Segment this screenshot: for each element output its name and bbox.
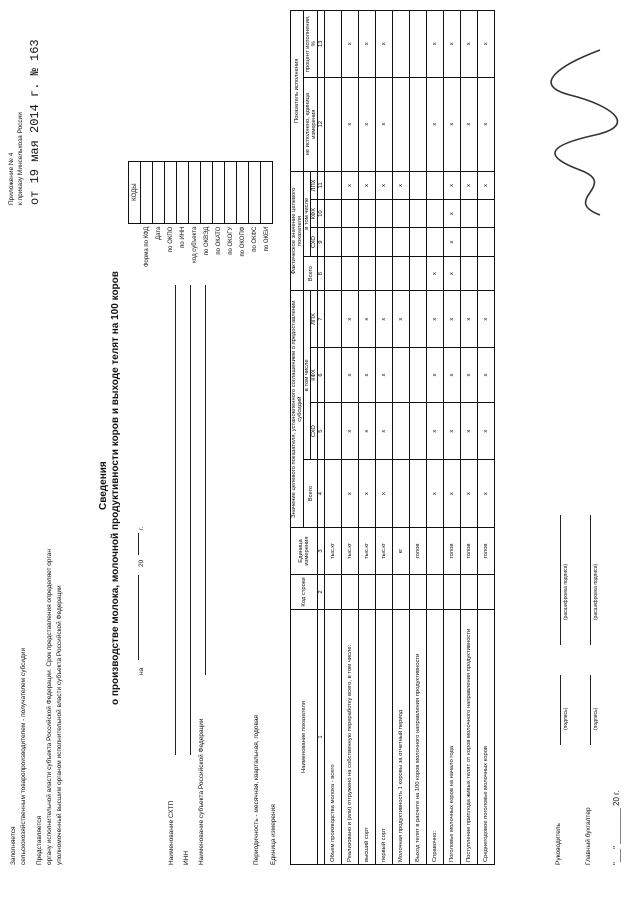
table-cell[interactable]: [410, 228, 427, 257]
table-cell[interactable]: [393, 460, 410, 528]
column-number: 10: [318, 200, 325, 228]
codes-label: Дата: [155, 226, 162, 240]
indicator-name: Молочная продуктивность 1 коровы за отчетный период: [393, 610, 410, 865]
accountant-label: Главный бухгалтер: [585, 807, 592, 865]
table-cell: голов: [410, 528, 427, 575]
indicator-name: Справочно:: [427, 610, 444, 865]
filler-line4: органу исполнительной власти субъекта Российской Федерации. Срок представления определяет орган: [46, 549, 53, 865]
h-kfx: КФХ: [311, 347, 318, 402]
table-cell: тыс.кг: [342, 528, 359, 575]
indicators-table: [290, 10, 495, 865]
table-cell[interactable]: x: [376, 460, 393, 528]
table-cell[interactable]: [410, 347, 427, 402]
table-cell[interactable]: x: [427, 291, 444, 348]
table-cell[interactable]: [325, 228, 342, 257]
h-fact: Фактическое значение целевого показателя: [291, 171, 304, 291]
table-cell[interactable]: x: [444, 11, 461, 78]
codes-value[interactable]: [141, 161, 153, 223]
table-cell[interactable]: [461, 575, 478, 610]
table-cell[interactable]: [410, 257, 427, 291]
head-rassh: (расшифровка подписи): [563, 563, 569, 620]
column-number: 12: [318, 77, 325, 171]
indicator-name: Выход телят в расчете на 100 коров молочного направления продуктивности: [410, 610, 427, 865]
table-cell[interactable]: x: [461, 77, 478, 171]
column-number: 11: [318, 171, 325, 200]
table-cell[interactable]: x: [461, 291, 478, 348]
codes-label: по ОКПО: [167, 226, 174, 253]
table-cell[interactable]: [376, 228, 393, 257]
indicator-name: Объем производства молока - всего: [325, 610, 342, 865]
codes-header: КОДЫ: [129, 161, 141, 223]
year-label: 20: [138, 559, 145, 567]
head-label: Руководитель: [555, 823, 562, 865]
table-cell[interactable]: [359, 575, 376, 610]
table-cell[interactable]: [427, 200, 444, 228]
table-cell[interactable]: x: [461, 347, 478, 402]
table-cell[interactable]: x: [376, 403, 393, 460]
table-cell[interactable]: [410, 291, 427, 348]
table-cell[interactable]: x: [478, 460, 495, 528]
filler-line2: сельскохозяйственным товаропроизводителем - получателем субсидии: [20, 647, 27, 865]
table-cell[interactable]: x: [342, 460, 359, 528]
codes-label: по ИНН: [179, 226, 186, 248]
table-cell: голов: [461, 528, 478, 575]
table-cell[interactable]: [393, 11, 410, 78]
table-cell[interactable]: [461, 200, 478, 228]
table-cell[interactable]: [342, 200, 359, 228]
table-cell[interactable]: x: [444, 460, 461, 528]
indicator-name: Поступление приплода живых телят от коров молочного направления продуктивности: [461, 610, 478, 865]
table-cell[interactable]: [325, 11, 342, 78]
column-number: 4: [318, 460, 325, 528]
handwritten-signature: [540, 25, 630, 225]
table-cell[interactable]: x: [461, 403, 478, 460]
date-line[interactable]: [138, 575, 139, 660]
codes-label: по ОКОГУ: [227, 226, 234, 255]
table-row: [342, 11, 359, 865]
table-cell[interactable]: [342, 575, 359, 610]
column-number: 2: [318, 575, 325, 610]
table-cell[interactable]: [325, 171, 342, 200]
table-cell[interactable]: [342, 228, 359, 257]
filler-line5: уполномоченный высшим органом исполнительной власти субъекта Российской Федерации: [56, 585, 63, 865]
table-cell[interactable]: [410, 200, 427, 228]
table-cell[interactable]: [325, 77, 342, 171]
table-cell[interactable]: [393, 403, 410, 460]
codes-value[interactable]: [153, 161, 165, 223]
table-row: [325, 11, 342, 865]
column-number: 6: [318, 347, 325, 402]
table-cell[interactable]: [478, 228, 495, 257]
column-number: 13: [318, 11, 325, 78]
table-cell[interactable]: [410, 460, 427, 528]
head-podpis: (подпись): [563, 707, 569, 730]
table-cell: голов: [478, 528, 495, 575]
table-cell[interactable]: [376, 575, 393, 610]
table-cell: тыс.кг: [359, 528, 376, 575]
table-cell[interactable]: x: [342, 291, 359, 348]
indicator-name: Поголовье молочных коров на начало года: [444, 610, 461, 865]
indicator-name: высший сорт: [359, 610, 376, 865]
h-kfx: КФХ: [311, 200, 318, 228]
codes-label: по ОКЕИ: [263, 226, 270, 252]
h-lpx: ЛПХ: [311, 291, 318, 348]
table-cell[interactable]: [410, 403, 427, 460]
name-sxtp-line[interactable]: [175, 285, 176, 755]
table-cell: голов: [444, 528, 461, 575]
table-cell[interactable]: x: [478, 77, 495, 171]
table-cell[interactable]: [393, 347, 410, 402]
table-row: [444, 11, 461, 865]
table-cell[interactable]: x: [376, 291, 393, 348]
table-row: [461, 11, 478, 865]
table-cell[interactable]: x: [342, 11, 359, 78]
table-cell[interactable]: [410, 171, 427, 200]
codes-label: код субъекта: [191, 226, 198, 263]
table-cell[interactable]: x: [427, 460, 444, 528]
h-name: Наименование показателя: [291, 610, 318, 865]
h-total: Всего: [304, 460, 318, 528]
h-unit: Единица измерения: [291, 528, 318, 575]
h-lpx: ЛПХ: [311, 171, 318, 200]
h-total: Всего: [304, 257, 318, 291]
table-cell[interactable]: [478, 257, 495, 291]
inn-line[interactable]: [190, 285, 191, 755]
table-cell[interactable]: x: [359, 11, 376, 78]
table-cell[interactable]: [393, 228, 410, 257]
table-cell[interactable]: x: [461, 171, 478, 200]
table-cell[interactable]: x: [427, 347, 444, 402]
column-number: 9: [318, 228, 325, 257]
table-cell[interactable]: x: [359, 403, 376, 460]
table-cell[interactable]: [393, 575, 410, 610]
h-notdone: не исполнено, единица измерения: [304, 77, 318, 171]
filler-line1: Заполняется: [10, 826, 17, 865]
table-cell[interactable]: [427, 228, 444, 257]
table-cell[interactable]: x: [376, 11, 393, 78]
table-cell[interactable]: x: [342, 77, 359, 171]
indicator-name: Реализовано и (или) отгружено на собственную переработку всего, в том числе:: [342, 610, 359, 865]
table-cell[interactable]: x: [376, 77, 393, 171]
acc-podpis: (подпись): [593, 707, 599, 730]
table-cell[interactable]: [325, 200, 342, 228]
table-cell: тыс.кг: [325, 528, 342, 575]
head-rassh-line[interactable]: [560, 515, 561, 645]
h-incl: в том числе: [304, 171, 311, 256]
table-cell[interactable]: [325, 257, 342, 291]
table-cell[interactable]: [427, 575, 444, 610]
table-cell[interactable]: [393, 200, 410, 228]
table-cell[interactable]: [376, 200, 393, 228]
table-cell: [427, 528, 444, 575]
codes-value[interactable]: [225, 161, 237, 223]
table-cell[interactable]: x: [359, 171, 376, 200]
codes-label: по ОКФС: [251, 226, 258, 252]
table-row: [410, 11, 427, 865]
codes-value[interactable]: [249, 161, 261, 223]
head-sign-line[interactable]: [560, 675, 561, 745]
table-cell: тыс.кг: [376, 528, 393, 575]
codes-table: [128, 161, 273, 270]
appendix-line3: от 19 мая 2014 г. № 163: [28, 39, 42, 205]
table-cell[interactable]: [410, 11, 427, 78]
table-cell[interactable]: x: [427, 403, 444, 460]
table-cell[interactable]: [359, 257, 376, 291]
table-row: [478, 11, 495, 865]
table-cell[interactable]: x: [427, 11, 444, 78]
table-cell[interactable]: [427, 171, 444, 200]
table-cell[interactable]: [325, 291, 342, 348]
table-row: [427, 11, 444, 865]
table-cell[interactable]: [410, 77, 427, 171]
codes-label: по ОКВЭД: [203, 226, 210, 256]
table-cell[interactable]: x: [444, 228, 461, 257]
h-incl: в том числе: [304, 291, 311, 460]
indicator-name: первый сорт: [376, 610, 393, 865]
table-cell[interactable]: x: [461, 11, 478, 78]
table-cell[interactable]: x: [376, 171, 393, 200]
table-cell[interactable]: x: [393, 171, 410, 200]
codes-spacer: [129, 223, 141, 270]
table-cell[interactable]: x: [478, 291, 495, 348]
table-row: [393, 11, 410, 865]
name-sxtp-label: Наименование СХТП: [168, 800, 175, 865]
table-cell[interactable]: [393, 77, 410, 171]
table-cell[interactable]: [478, 200, 495, 228]
table-cell[interactable]: [325, 403, 342, 460]
table-cell[interactable]: x: [444, 77, 461, 171]
codes-value[interactable]: [261, 161, 273, 223]
form-title: Сведения: [98, 461, 109, 510]
appendix-line2: к приказу Минсельхоза России: [17, 112, 24, 205]
table-cell[interactable]: [444, 575, 461, 610]
codes-value[interactable]: [213, 161, 225, 223]
table-cell[interactable]: x: [359, 291, 376, 348]
periodicity-label: Периодичность - месячная, квартальная, годовая: [253, 715, 260, 865]
table-cell[interactable]: [410, 575, 427, 610]
h-pct: процент исполнения, %: [304, 11, 318, 78]
table-cell[interactable]: x: [478, 403, 495, 460]
unit-label: Единица измерения: [270, 804, 277, 865]
table-cell[interactable]: x: [444, 171, 461, 200]
column-number: 1: [318, 610, 325, 865]
codes-value[interactable]: [165, 161, 177, 223]
table-row: [359, 11, 376, 865]
column-number: 3: [318, 528, 325, 575]
h-sxo: СХО: [311, 403, 318, 460]
table-cell[interactable]: x: [461, 460, 478, 528]
appendix-line1: Приложение № 4: [8, 152, 15, 205]
table-cell[interactable]: x: [359, 77, 376, 171]
table-cell[interactable]: [359, 200, 376, 228]
table-cell[interactable]: x: [359, 460, 376, 528]
table-cell[interactable]: [393, 257, 410, 291]
indicator-name: Среднегодовое поголовье молочных коров: [478, 610, 495, 865]
form-subtitle: о производстве молока, молочной продуктивности коров и выходе телят на 100 коров: [110, 271, 121, 705]
table-cell[interactable]: x: [444, 403, 461, 460]
table-cell[interactable]: x: [359, 347, 376, 402]
table-cell[interactable]: [325, 347, 342, 402]
codes-value[interactable]: [237, 161, 249, 223]
table-cell[interactable]: [461, 257, 478, 291]
column-number: 8: [318, 257, 325, 291]
acc-sign-line[interactable]: [590, 675, 591, 745]
table-cell[interactable]: [325, 575, 342, 610]
table-cell[interactable]: x: [478, 171, 495, 200]
column-number: 7: [318, 291, 325, 348]
year-suffix: г.: [138, 526, 145, 530]
codes-label: Форма по КФД: [143, 226, 150, 267]
table-cell[interactable]: [478, 575, 495, 610]
filler-line3: Представляется: [36, 815, 43, 865]
table-cell[interactable]: [359, 228, 376, 257]
h-exec: Показатель исполнения: [291, 11, 304, 172]
table-cell[interactable]: x: [478, 347, 495, 402]
subject-label: Наименование субъекта Российской Федерации: [198, 718, 205, 865]
table-cell[interactable]: x: [444, 257, 461, 291]
table-row: [376, 11, 393, 865]
inn-label: ИНН: [183, 850, 190, 865]
table-cell[interactable]: [461, 228, 478, 257]
sign-date: "___" ________ 20 г.: [612, 790, 621, 865]
table-cell: кг: [393, 528, 410, 575]
acc-rassh-line[interactable]: [590, 515, 591, 645]
table-cell[interactable]: x: [376, 347, 393, 402]
subject-line[interactable]: [205, 285, 206, 675]
table-cell[interactable]: x: [427, 77, 444, 171]
codes-label: по ОКОПФ: [239, 226, 246, 257]
on-label: на: [138, 667, 145, 675]
table-cell[interactable]: x: [342, 347, 359, 402]
h-target: Значение целевого показателя, установленного соглашением о предоставлении субсидий: [291, 291, 304, 528]
table-cell[interactable]: x: [444, 291, 461, 348]
year-line[interactable]: [138, 533, 139, 555]
h-code: Код строки: [291, 575, 318, 610]
table-cell[interactable]: x: [444, 347, 461, 402]
codes-value[interactable]: [177, 161, 189, 223]
table-cell[interactable]: [376, 257, 393, 291]
column-number: 5: [318, 403, 325, 460]
table-cell[interactable]: x: [393, 291, 410, 348]
h-sxo: СХО: [311, 228, 318, 257]
table-cell[interactable]: x: [427, 257, 444, 291]
codes-value[interactable]: [189, 161, 201, 223]
table-cell[interactable]: x: [478, 11, 495, 78]
table-cell[interactable]: [325, 460, 342, 528]
table-cell[interactable]: x: [444, 200, 461, 228]
codes-value[interactable]: [201, 161, 213, 223]
table-cell[interactable]: x: [342, 171, 359, 200]
table-cell[interactable]: x: [342, 403, 359, 460]
table-cell[interactable]: [342, 257, 359, 291]
codes-label: по ОКАТО: [215, 226, 222, 255]
acc-rassh: (расшифровка подписи): [593, 563, 599, 620]
